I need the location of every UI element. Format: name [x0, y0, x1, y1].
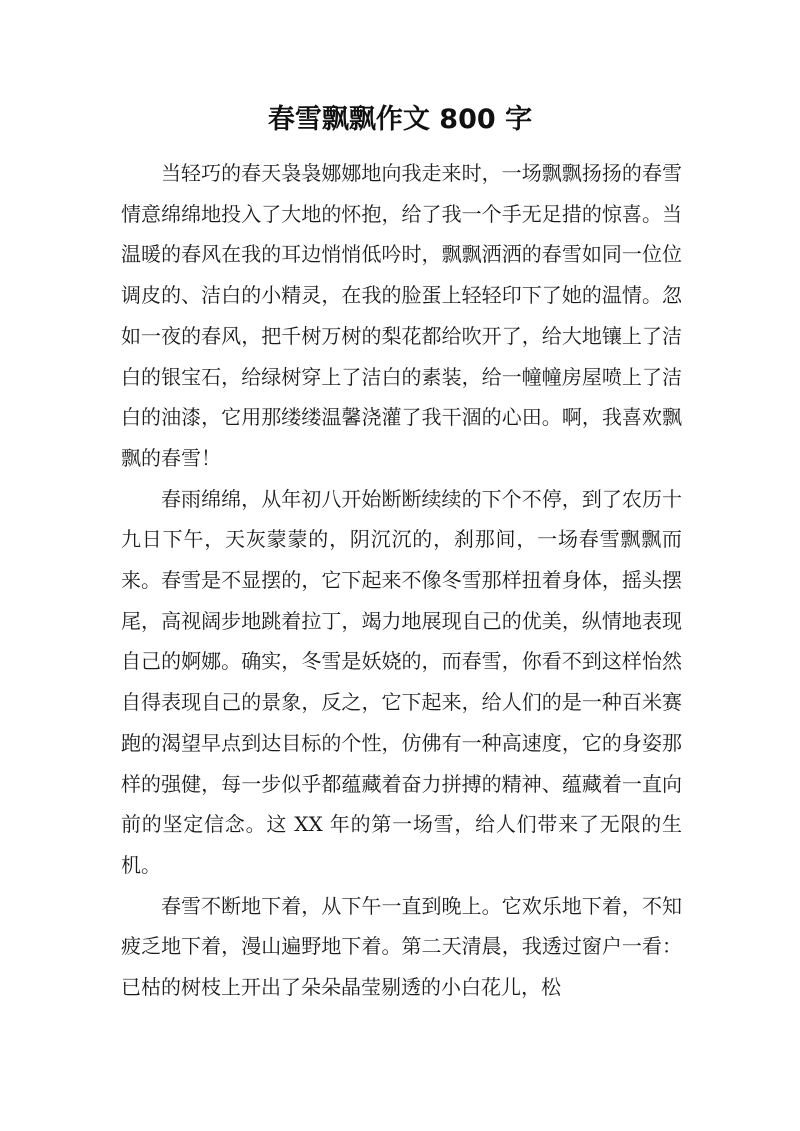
paragraph-3: 春雪不断地下着，从下午一直到晚上。它欢乐地下着，不知疲乏地下着，漫山遍野地下着。第二天清晨，我透过窗户一看：已枯的树枝上开出了朵朵晶莹剔透的小白花儿，松 — [121, 893, 682, 1000]
document-title: 春雪飘飘作文 800 字 — [267, 104, 533, 135]
paragraph-2: 春雨绵绵，从年初八开始断断续续的下个不停，到了农历十九日下午，天灰蒙蒙的，阴沉沉的，刹那间，一场春雪飘飘而来。春雪是不显摆的，它下起来不像冬雪那样扭着身体，摇头摆尾，高视阔步地跳着拉丁，竭力地展现自己的优美，纵情地表现自己的婀娜。确实，冬雪是妖娆的，而春雪，你看不到这样怡然自得表现自己的景象，反之，它下起来，给人们的是一种百米赛跑的渴望早点到达目标的个性，仿佛有一种高速度，它的身姿那样的强健，每一步似乎都蕴藏着奋力拼搏的精神、蕴藏着一直向前的坚定信念。这 XX 年的第一场雪，给人们带来了无限的生机。 — [121, 486, 682, 877]
paragraph-1: 当轻巧的春天袅袅娜娜地向我走来时，一场飘飘扬扬的春雪情意绵绵地投入了大地的怀抱，给了我一个手无足措的惊喜。当温暖的春风在我的耳边悄悄低吟时，飘飘洒洒的春雪如同一位位调皮的、洁白的小精灵，在我的脸蛋上轻轻印下了她的温情。忽如一夜的春风，把千树万树的梨花都给吹开了，给大地镶上了洁白的银宝石，给绿树穿上了洁白的素装，给一幢幢房屋喷上了洁白的油漆，它用那缕缕温馨浇灌了我干涸的心田。啊，我喜欢飘飘的春雪！ — [121, 161, 682, 470]
document-body — [121, 153, 682, 1008]
